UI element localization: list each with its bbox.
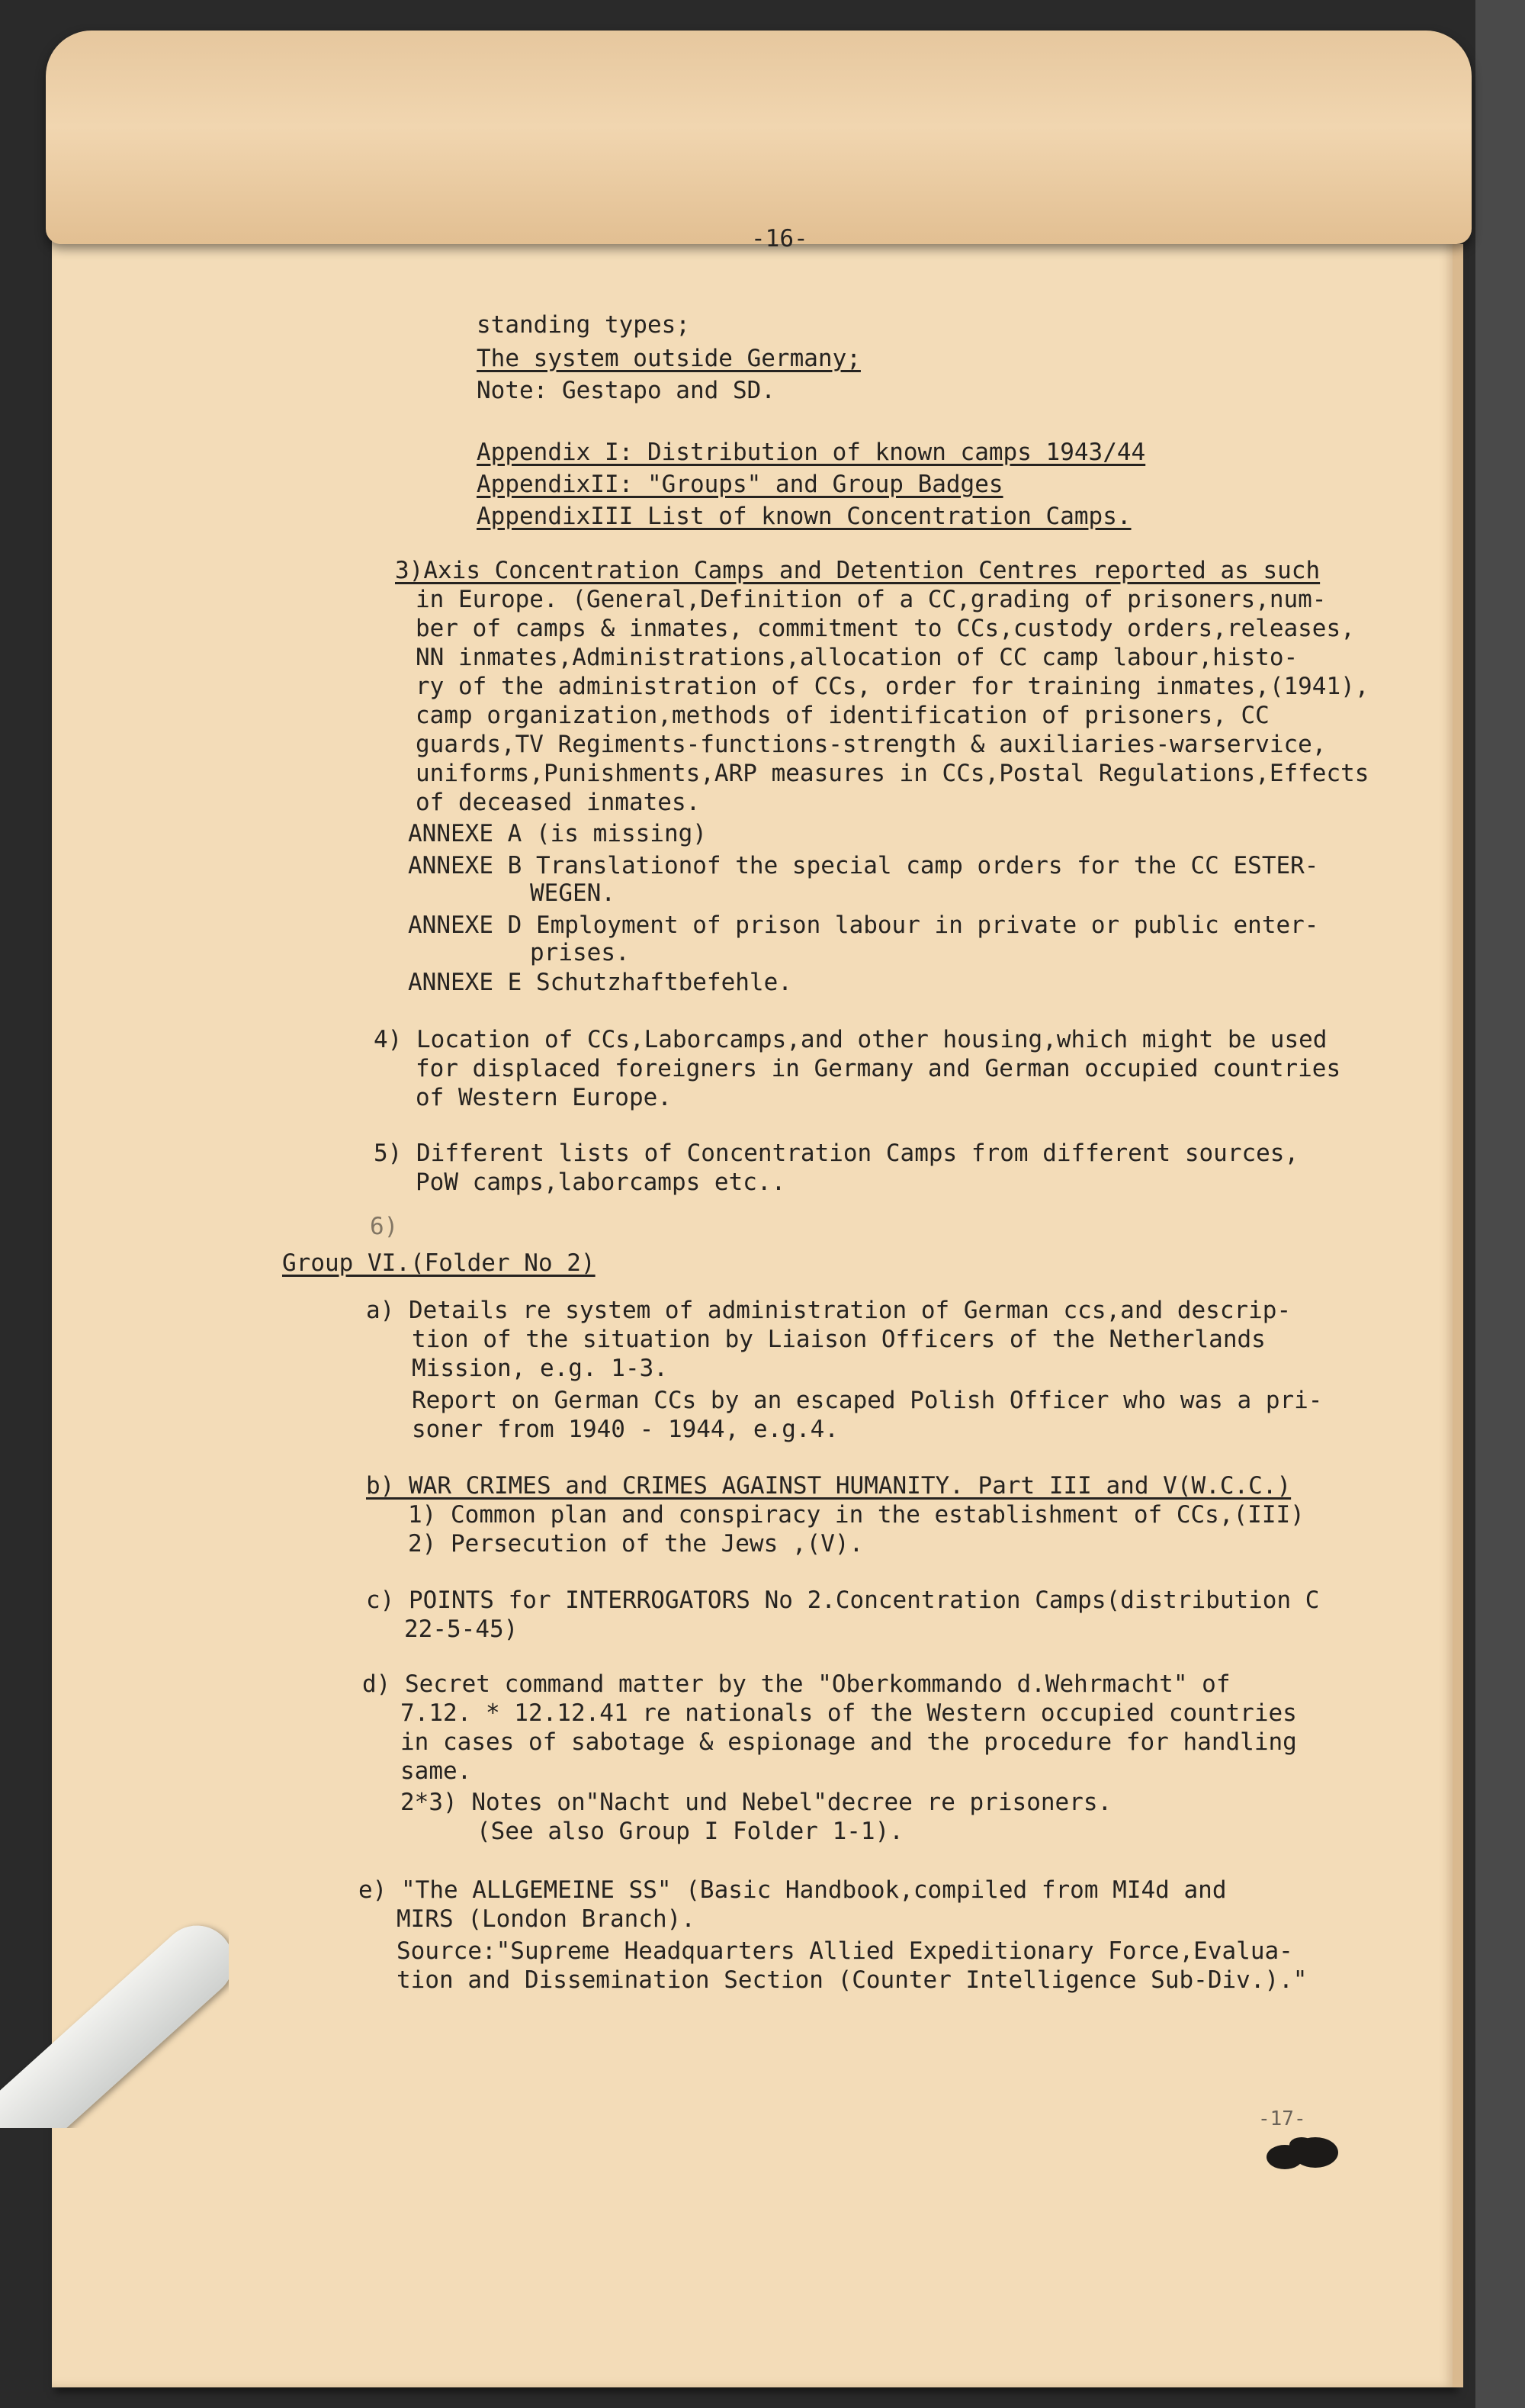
text-line: The system outside Germany;	[477, 345, 861, 372]
text-line: 22-5-45)	[404, 1616, 518, 1643]
text-line: b) WAR CRIMES and CRIMES AGAINST HUMANITY. Part III and V(W.C.C.)	[366, 1472, 1292, 1500]
text-line: in cases of sabotage & espionage and the procedure for handling	[400, 1728, 1297, 1756]
text-line: 1) Common plan and conspiracy in the establishment of CCs,(III)	[408, 1501, 1305, 1529]
annexe-line: ANNEXE D Employment of prison labour in private or public enter-	[408, 911, 1319, 939]
text-line: of deceased inmates.	[416, 789, 701, 816]
text-line: in Europe. (General,Definition of a CC,grading of prisoners,num-	[416, 586, 1327, 613]
bookmark-shape	[0, 1911, 229, 2128]
text-line: a) Details re system of administration of German ccs,and descrip-	[366, 1297, 1292, 1324]
section-heading: 3)Axis Concentration Camps and Detention Centres reported as such	[395, 557, 1321, 584]
text-line: standing types;	[477, 311, 690, 339]
handwritten-page-number: -17-	[1258, 2107, 1306, 2130]
page-number: -16-	[751, 225, 808, 252]
text-line: 2*3) Notes on"Nacht und Nebel"decree re prisoners.	[400, 1789, 1112, 1816]
text-line: 4) Location of CCs,Laborcamps,and other housing,which might be used	[374, 1026, 1328, 1053]
text-line: Mission, e.g. 1-3.	[412, 1355, 668, 1382]
annexe-line: ANNEXE A (is missing)	[408, 820, 707, 847]
text-line: uniforms,Punishments,ARP measures in CCs,Postal Regulations,Effects	[416, 760, 1369, 787]
annexe-line: ANNEXE B Translationof the special camp orders for the CC ESTER-	[408, 852, 1319, 879]
appendix-line: Appendix I: Distribution of known camps 1943/44	[477, 439, 1146, 466]
text-line: 6)	[370, 1213, 399, 1240]
text-line: 2) Persecution of the Jews ,(V).	[408, 1530, 864, 1558]
text-line: MIRS (London Branch).	[396, 1905, 695, 1933]
text-line: WEGEN.	[530, 879, 615, 907]
appendix-line: AppendixIII List of known Concentration Camps.	[477, 503, 1132, 530]
bookmark-tab	[0, 1899, 229, 2128]
text-line: Note: Gestapo and SD.	[477, 377, 775, 404]
text-line: Source:"Supreme Headquarters Allied Expeditionary Force,Evalua-	[396, 1937, 1293, 1965]
appendix-line: AppendixII: "Groups" and Group Badges	[477, 471, 1003, 498]
text-line: for displaced foreigners in Germany and German occupied countries	[416, 1055, 1341, 1082]
text-line: Report on German CCs by an escaped Polish Officer who was a pri-	[412, 1387, 1323, 1414]
text-line: 5) Different lists of Concentration Camps from different sources,	[374, 1140, 1299, 1167]
text-line: ry of the administration of CCs, order for training inmates,(1941),	[416, 673, 1369, 700]
text-line: c) POINTS for INTERROGATORS No 2.Concentration Camps(distribution C	[366, 1587, 1320, 1614]
text-line: of Western Europe.	[416, 1084, 672, 1111]
text-line: 7.12. * 12.12.41 re nationals of the Western occupied countries	[400, 1699, 1297, 1727]
text-line: PoW camps,laborcamps etc..	[416, 1169, 786, 1196]
text-line: NN inmates,Administrations,allocation of CC camp labour,histo-	[416, 644, 1299, 671]
ink-stamp-mark	[1262, 2128, 1346, 2175]
text-line: prises.	[530, 939, 630, 966]
text-line: ber of camps & inmates, commitment to CCs,custody orders,releases,	[416, 615, 1355, 642]
text-line: camp organization,methods of identification of prisoners, CC	[416, 702, 1270, 729]
group-heading: Group VI.(Folder No 2)	[282, 1249, 596, 1277]
text-line: soner from 1940 - 1944, e.g.4.	[412, 1416, 839, 1443]
text-line: (See also Group I Folder 1-1).	[477, 1818, 904, 1845]
text-line: same.	[400, 1757, 472, 1785]
text-line: e) "The ALLGEMEINE SS" (Basic Handbook,compiled from MI4d and	[358, 1876, 1227, 1904]
text-line: guards,TV Regiments-functions-strength & auxiliaries-warservice,	[416, 731, 1327, 758]
text-line: d) Secret command matter by the "Oberkommando d.Wehrmacht" of	[362, 1670, 1231, 1698]
text-line: tion and Dissemination Section (Counter Intelligence Sub-Div.)."	[396, 1966, 1308, 1994]
text-line: tion of the situation by Liaison Officers of the Netherlands	[412, 1326, 1266, 1353]
annexe-line: ANNEXE E Schutzhaftbefehle.	[408, 969, 792, 996]
